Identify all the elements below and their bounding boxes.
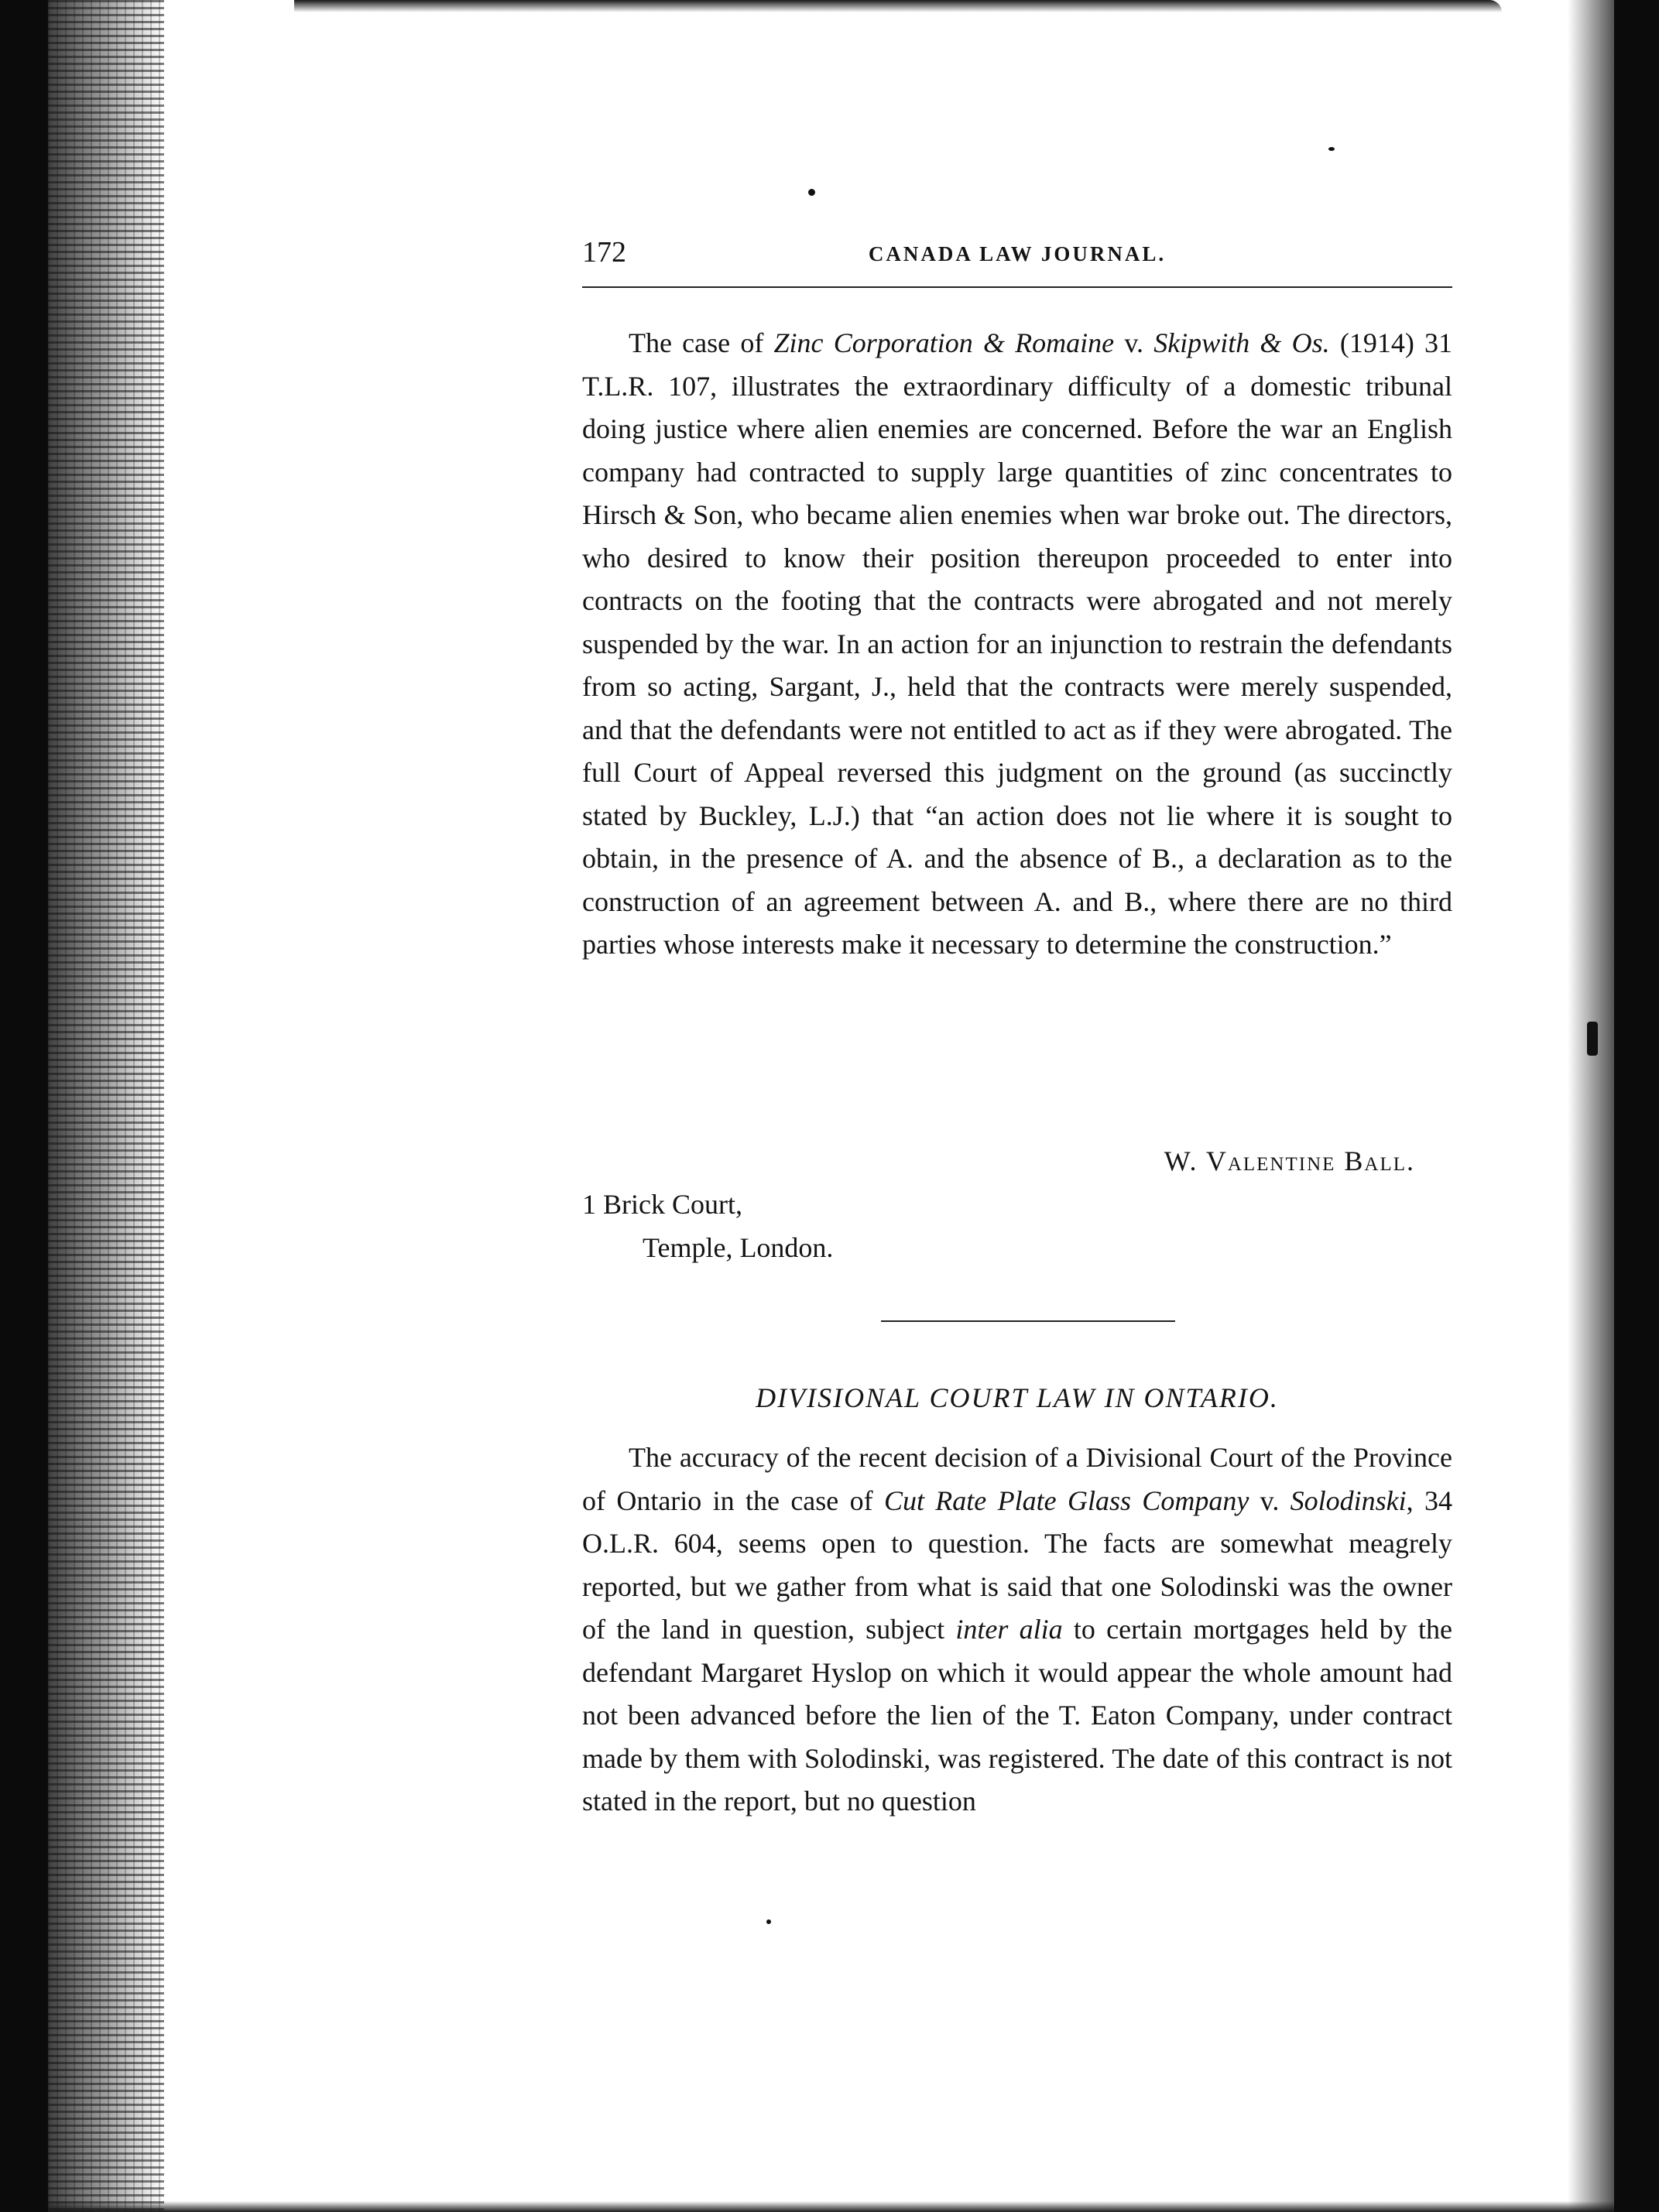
address-line-1: 1 Brick Court, bbox=[582, 1189, 742, 1220]
address-line-2: Temple, London. bbox=[643, 1232, 834, 1263]
scan-left-edge bbox=[0, 0, 48, 2212]
article-two bbox=[582, 1436, 1452, 1823]
header-rule bbox=[582, 286, 1452, 288]
article-two-paragraph bbox=[582, 1436, 1452, 1823]
scan-bottom-edge bbox=[48, 2201, 1614, 2212]
case-name: Cut Rate Plate Glass Company bbox=[883, 1484, 1249, 1516]
case-name: Skipwith & Os. bbox=[1153, 327, 1330, 358]
section-heading: DIVISIONAL COURT LAW IN ONTARIO. bbox=[756, 1382, 1279, 1413]
article-one-paragraph bbox=[582, 322, 1452, 967]
text-run: to certain mortgages held by the defendant Margaret Hyslop on which it would appear the whole amount had not been advanced before the lien of the T. Eaton Company, under contract made by them with Solodinski, was registered. The date of this contract is not stated in the report, but no question bbox=[582, 1614, 1452, 1817]
scan-speck bbox=[1587, 1022, 1598, 1056]
scan-left-noise bbox=[48, 0, 164, 2212]
text-run: (1914) 31 T.L.R. 107, illustrates the extraordinary difficulty of a domestic tribunal doing justice where alien enemies are concerned. Before the war an English company had contracted to supply large quantities of zinc concentrates to Hirsch & Son, who became alien enemies when war broke out. The directors, who desired to know their position thereupon proceeded to enter into contracts on the footing that the contracts were abrogated and not merely suspended by the war. In an action for an injunction to restrain the defendants from so acting, Sargant, J., held that the contracts were merely suspended, and that the defendants were not entitled to act as if they were abrogated. The full Court of Appeal reversed this judgment on the ground (as succinctly stated by Buckley, L.J.) that “an action does not lie where it is sought to obtain, in the presence of A. and the absence of B., a declaration as to the construction of an agreement between A. and B., where there are no third parties whose interests make it necessary to determine the construction.” bbox=[582, 327, 1453, 960]
text-run: The accuracy of the recent decision of a Divisional Court of the Province of Ontario in the case of bbox=[582, 1442, 1452, 1516]
scan-speck bbox=[808, 189, 815, 196]
author-signature: W. Valentine Ball. bbox=[1164, 1145, 1415, 1176]
case-name: Zinc Corporation & Romaine bbox=[773, 327, 1115, 358]
text-run: The case of bbox=[629, 327, 774, 358]
latin-phrase: inter alia bbox=[955, 1614, 1063, 1645]
journal-title: CANADA LAW JOURNAL. bbox=[868, 242, 1167, 265]
scan-top-edge bbox=[294, 0, 1502, 12]
scan-right-shadow bbox=[1568, 0, 1614, 2212]
page-number: 172 bbox=[582, 236, 626, 269]
text-run: v. bbox=[1249, 1484, 1291, 1516]
case-name: Solodinski bbox=[1290, 1484, 1407, 1516]
text-run: , 34 O.L.R. 604, seems open to question. The facts are somewhat meagrely reported, but we gather from what is said that one Solodinski was the owner of the land in question, subject bbox=[582, 1484, 1453, 1645]
scan-right-edge bbox=[1614, 0, 1659, 2212]
text-run: v. bbox=[1114, 327, 1154, 358]
article-one bbox=[582, 322, 1452, 967]
running-header bbox=[582, 234, 1452, 280]
section-divider bbox=[881, 1320, 1175, 1322]
scan-speck bbox=[1328, 147, 1335, 151]
scan-speck bbox=[766, 1919, 771, 1924]
